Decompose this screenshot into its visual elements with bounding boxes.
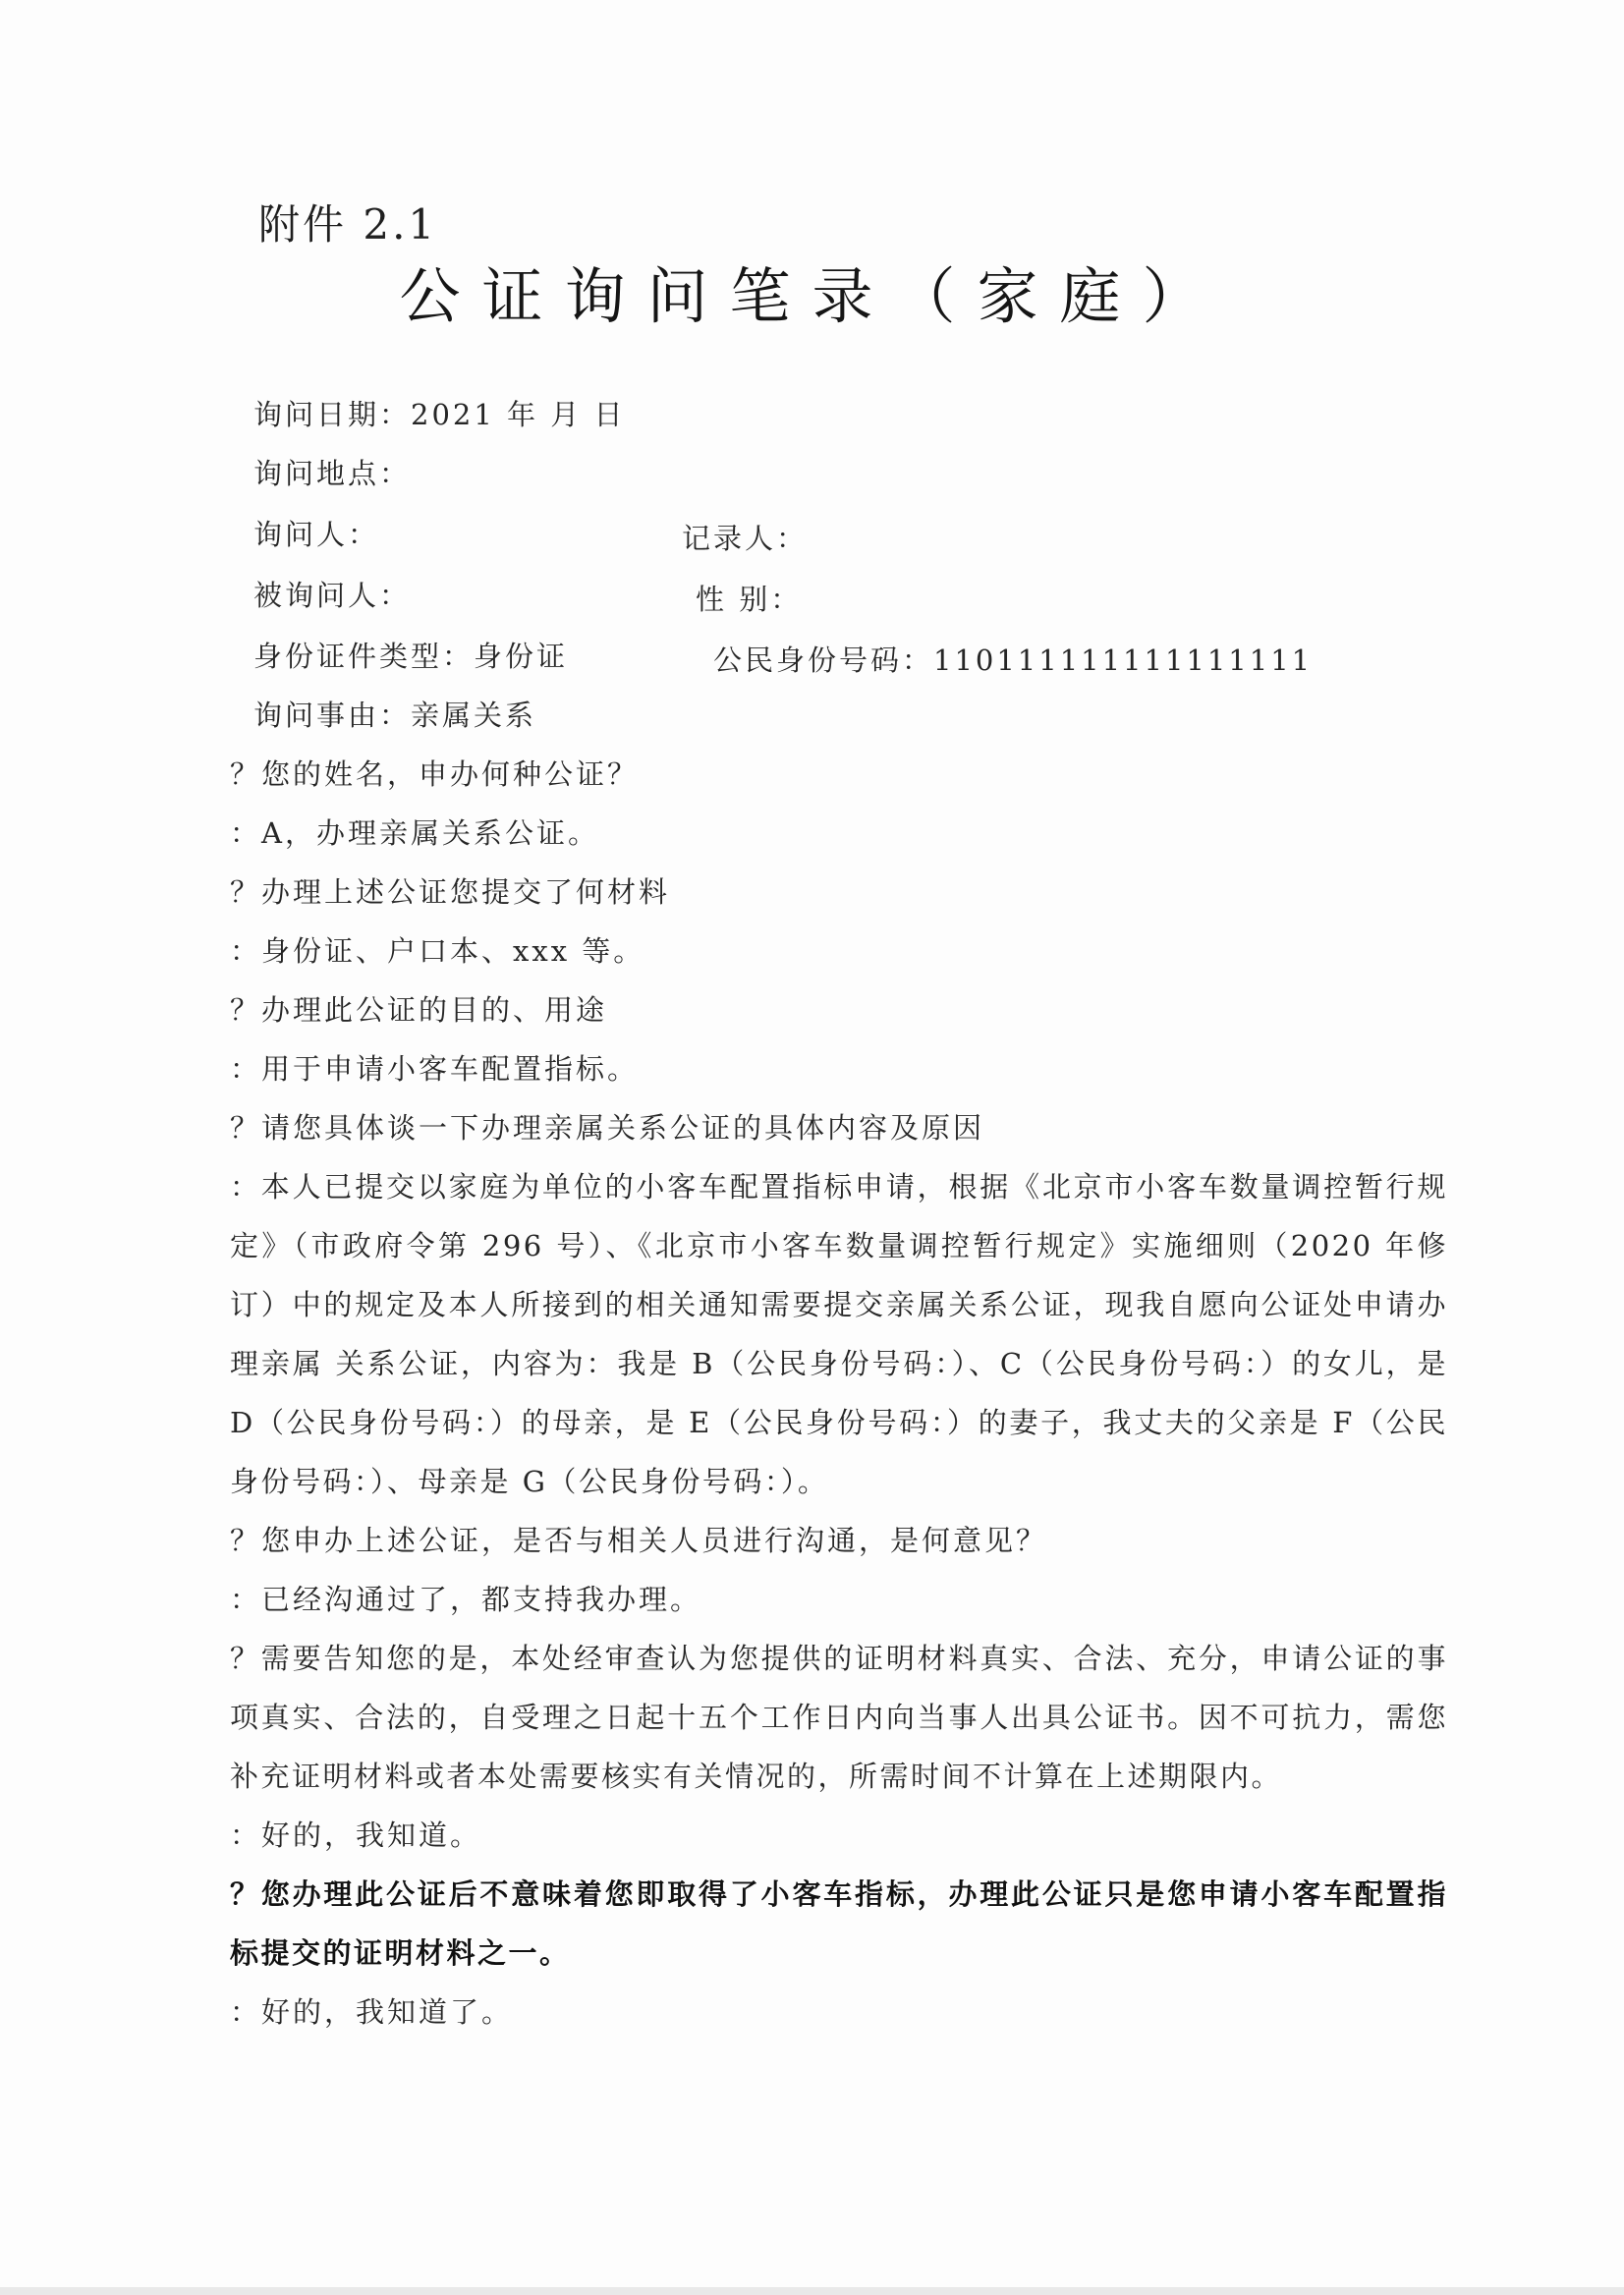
attachment-label: 附件 2.1 bbox=[258, 200, 438, 249]
qa-section bbox=[230, 745, 1448, 2042]
inquiry-date: 询问日期：2021 年 月 日 bbox=[253, 398, 626, 431]
answer-4: ：本人已提交以家庭为单位的小客车配置指标申请，根据《北京市小客车数量调控暂行规定》（市政府令第 296 号）、《北京市小客车数量调控暂行规定》实施细则（2020 年修订）中的规定及本人所接到的相关通知需要提交亲属关系公证，现我自愿向公证处申请办理亲属 关系公证，内容为：我是 B（公民身份号码：）、C（公民身份号码：）的女儿，是 D（公民身份号码：）的母亲，是 E（公民身份号码：）的妻子，我丈夫的父亲是 F（公民身份号码：）、母亲是 G（公民身份号码：）。 bbox=[230, 1170, 1448, 1498]
answer-5: ：已经沟通过了，都支持我办理。 bbox=[230, 1583, 702, 1616]
question-3: ？办理此公证的目的、用途 bbox=[230, 993, 608, 1027]
page-title: 公证询问笔录（家庭） bbox=[399, 260, 1225, 332]
interviewer: 询问人： bbox=[253, 518, 380, 551]
answer-2: ：身份证、户口本、xxx 等。 bbox=[230, 934, 645, 968]
id-number: 公民身份号码：110111111111111111 bbox=[713, 644, 1314, 677]
question-7: ？您办理此公证后不意味着您即取得了小客车指标，办理此公证只是您申请小客车配置指标提交的证明材料之一。 bbox=[230, 1877, 1448, 1970]
scan-edge bbox=[0, 2287, 1624, 2295]
answer-6: ：好的，我知道。 bbox=[230, 1819, 482, 1852]
question-5: ？您申办上述公证，是否与相关人员进行沟通，是何意见？ bbox=[230, 1524, 1048, 1557]
question-2: ？办理上述公证您提交了何材料 bbox=[230, 875, 671, 909]
inquiry-reason: 询问事由：亲属关系 bbox=[253, 699, 537, 732]
question-1: ？您的姓名，申办何种公证？ bbox=[230, 757, 640, 791]
gender: 性 别： bbox=[696, 583, 803, 616]
id-type: 身份证件类型：身份证 bbox=[253, 640, 569, 673]
question-6: ？需要告知您的是，本处经审查认为您提供的证明材料真实、合法、充分，申请公证的事项真实、合法的，自受理之日起十五个工作日内向当事人出具公证书。因不可抗力，需您补充证明材料或者本处需要核实有关情况的，所需时间不计算在上述期限内。 bbox=[230, 1642, 1448, 1793]
answer-7: ：好的，我知道了。 bbox=[230, 1995, 514, 2029]
recorder: 记录人： bbox=[682, 522, 809, 555]
question-4: ？请您具体谈一下办理亲属关系公证的具体内容及原因 bbox=[230, 1111, 985, 1145]
inquiry-location: 询问地点： bbox=[253, 457, 412, 490]
answer-1: ：A，办理亲属关系公证。 bbox=[230, 816, 599, 850]
interviewee: 被询问人： bbox=[253, 579, 412, 612]
answer-3: ：用于申请小客车配置指标。 bbox=[230, 1052, 640, 1086]
